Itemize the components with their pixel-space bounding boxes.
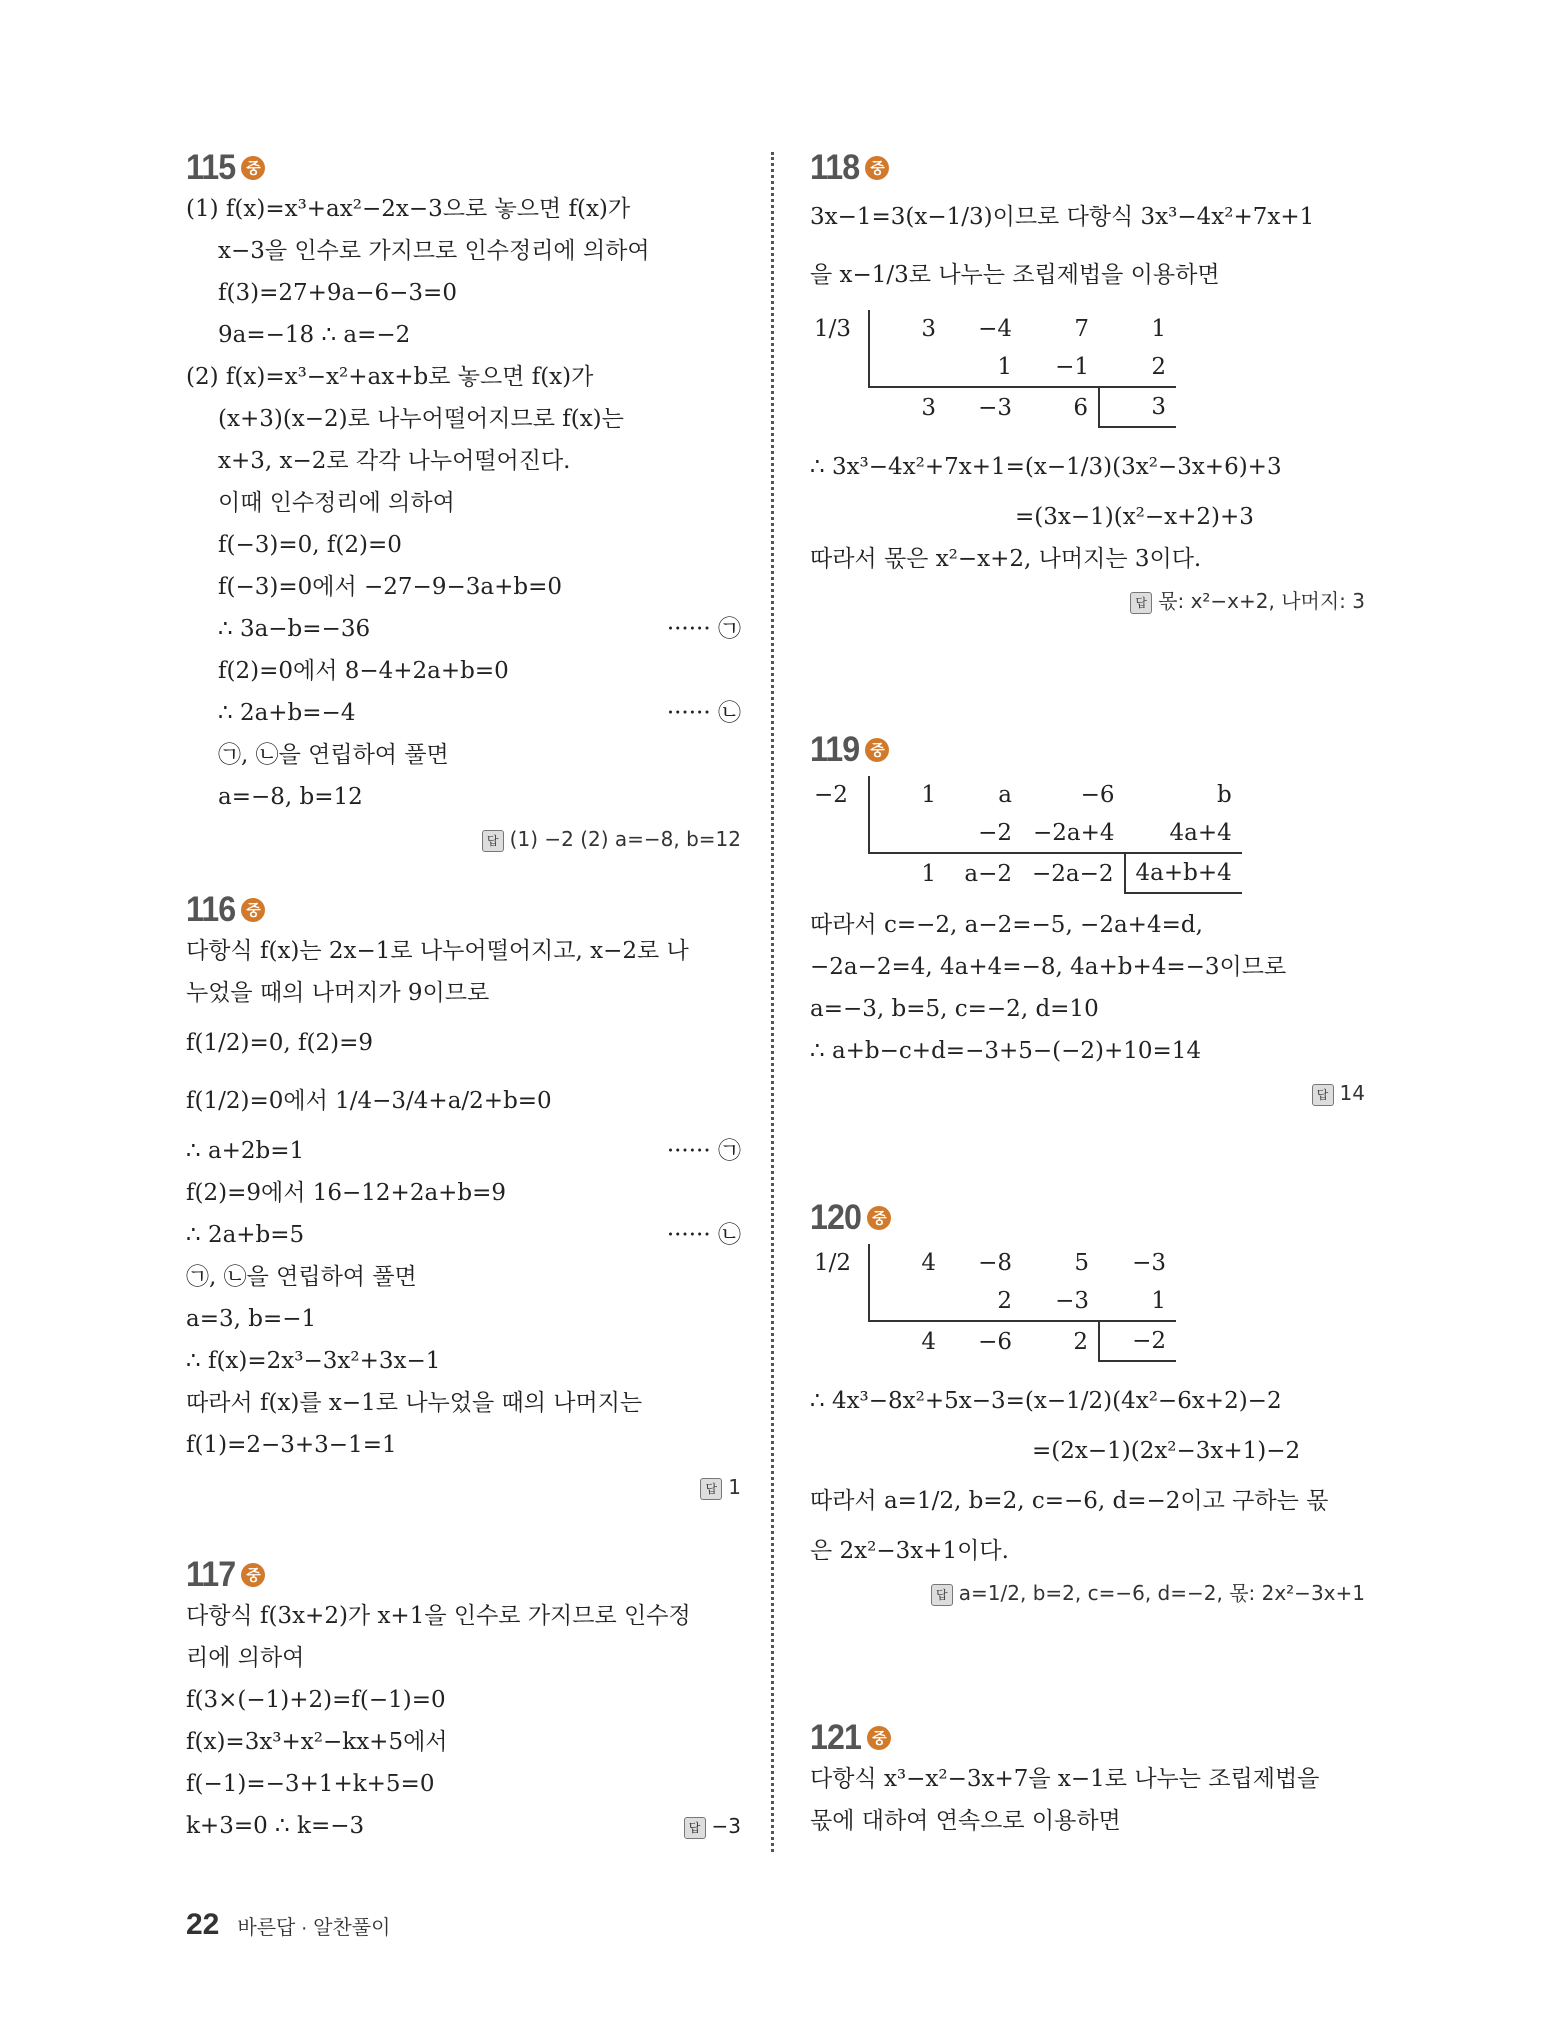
product-cell: 2 xyxy=(1151,354,1166,380)
solution-line: 따라서 몫은 x²−x+2, 나머지는 3이다. xyxy=(810,546,1202,572)
problem-number: 117 중 xyxy=(186,1555,741,1595)
book-title: 바른답 · 알찬풀이 xyxy=(237,1917,391,1939)
answer: 답 (1) −2 (2) a=−8, b=12 xyxy=(186,818,741,860)
page-number: 22 xyxy=(186,1908,220,1941)
solution-line: 3x−1=3(x−1/3)이므로 다항식 3x³−4x²+7x+1 xyxy=(810,204,1315,230)
synthetic-division-table xyxy=(810,1244,1176,1362)
answer-icon: 답 xyxy=(931,1584,953,1606)
answer-icon: 답 xyxy=(1312,1084,1334,1106)
solution-line: f(−3)=0, f(2)=0 xyxy=(218,532,402,558)
problem-number: 115 중 xyxy=(186,148,741,188)
level-badge-icon: 중 xyxy=(241,156,265,180)
product-cell xyxy=(869,814,946,853)
synthetic-division-table xyxy=(810,310,1176,428)
solution-line: 이때 인수정리에 의하여 xyxy=(218,490,455,516)
solution-line: a=−3, b=5, c=−2, d=10 xyxy=(810,996,1099,1022)
solution-line: x−3을 인수로 가지므로 인수정리에 의하여 xyxy=(218,238,650,264)
quotient-cell: a−2 xyxy=(946,853,1022,893)
solution-line: f(3×(−1)+2)=f(−1)=0 xyxy=(186,1687,446,1713)
problem-number: 119 중 xyxy=(810,730,1365,770)
solution-line: f(2)=9에서 16−12+2a+b=9 xyxy=(186,1180,507,1206)
divisor: 1/2 xyxy=(814,1250,852,1276)
product-cell: 2 xyxy=(997,1288,1012,1314)
solution-line: f(x)=3x³+x²−kx+5에서 xyxy=(186,1729,448,1755)
level-badge-icon: 중 xyxy=(241,1563,265,1587)
solution-line: (1) f(x)=x³+ax²−2x−3으로 놓으면 f(x)가 xyxy=(186,196,631,222)
level-badge-icon: 중 xyxy=(867,1726,891,1750)
equation-tag: ······ ㉠ xyxy=(666,1138,741,1164)
answer-icon: 답 xyxy=(700,1478,722,1500)
level-badge-icon: 중 xyxy=(241,898,265,922)
solution-line: −2a−2=4, 4a+4=−8, 4a+b+4=−3이므로 xyxy=(810,954,1287,980)
problem-116 xyxy=(186,890,741,1508)
coefficient-cell: −8 xyxy=(978,1250,1012,1276)
solution-line: ㉠, ㉡을 연립하여 풀면 xyxy=(218,742,449,768)
divisor: 1/3 xyxy=(814,316,852,342)
coefficient-cell: 4 xyxy=(869,1244,946,1282)
remainder-cell: 3 xyxy=(1099,387,1176,427)
solution-line: 따라서 a=1/2, b=2, c=−6, d=−2이고 구하는 몫 xyxy=(810,1488,1329,1514)
level-badge-icon: 중 xyxy=(865,738,889,762)
equation-tag: ······ ㉡ xyxy=(666,1222,741,1248)
solution-line: f(1/2)=0, f(2)=9 xyxy=(186,1030,373,1056)
problem-118 xyxy=(810,148,1365,622)
answer-icon: 답 xyxy=(684,1817,706,1839)
solution-line: =(2x−1)(2x²−3x+1)−2 xyxy=(1032,1438,1301,1464)
solution-line: 몫에 대하여 연속으로 이용하면 xyxy=(810,1808,1121,1834)
coefficient-cell: −6 xyxy=(1080,782,1115,808)
coefficient-cell: 7 xyxy=(1074,316,1089,342)
quotient-cell: −6 xyxy=(946,1321,1022,1361)
solution-line: k+3=0 ∴ k=−3 답 −3 xyxy=(186,1805,741,1847)
level-badge-icon: 중 xyxy=(865,156,889,180)
solution-line: =(3x−1)(x²−x+2)+3 xyxy=(1015,504,1254,530)
solution-line: ∴ 3a−b=−36 ······ ㉠ xyxy=(186,608,741,650)
problem-number: 120 중 xyxy=(810,1198,1365,1238)
problem-number: 121 중 xyxy=(810,1718,1365,1758)
solution-line: ∴ 4x³−8x²+5x−3=(x−1/2)(4x²−6x+2)−2 xyxy=(810,1388,1282,1414)
column-divider xyxy=(771,152,774,1852)
solution-line: 따라서 f(x)를 x−1로 나누었을 때의 나머지는 xyxy=(186,1390,643,1416)
answer: 답 −3 xyxy=(684,1805,741,1847)
solution-line: 다항식 f(3x+2)가 x+1을 인수로 가지므로 인수정 xyxy=(186,1603,691,1629)
solution-line: f(3)=27+9a−6−3=0 xyxy=(218,280,457,306)
solution-line: ∴ 2a+b=−4 ······ ㉡ xyxy=(186,692,741,734)
synthetic-division-table xyxy=(810,776,1242,894)
answer: 답 1 xyxy=(186,1466,741,1508)
product-cell: −3 xyxy=(1055,1288,1089,1314)
solution-line: 9a=−18 ∴ a=−2 xyxy=(218,322,411,348)
solution-line: ∴ 2a+b=5 ······ ㉡ xyxy=(186,1214,741,1256)
product-cell: −1 xyxy=(1055,354,1089,380)
quotient-cell: 6 xyxy=(1022,387,1099,427)
product-cell xyxy=(869,348,946,387)
coefficient-cell: −3 xyxy=(1132,1250,1166,1276)
problem-115 xyxy=(186,148,741,860)
answer: 답 몫: x²−x+2, 나머지: 3 xyxy=(810,580,1365,622)
solution-line: 을 x−1/3로 나누는 조립제법을 이용하면 xyxy=(810,262,1220,288)
solution-line: 다항식 f(x)는 2x−1로 나누어떨어지고, x−2로 나 xyxy=(186,938,689,964)
coefficient-cell: 5 xyxy=(1074,1250,1089,1276)
coefficient-cell: 1 xyxy=(869,776,946,814)
solution-line: (2) f(x)=x³−x²+ax+b로 놓으면 f(x)가 xyxy=(186,364,594,390)
solution-line: f(2)=0에서 8−4+2a+b=0 xyxy=(218,658,509,684)
answer: 답 14 xyxy=(810,1072,1365,1114)
problem-121 xyxy=(810,1718,1365,1842)
solution-line: f(−1)=−3+1+k+5=0 xyxy=(186,1771,435,1797)
product-cell: 1 xyxy=(997,354,1012,380)
solution-line: 은 2x²−3x+1이다. xyxy=(810,1538,1009,1564)
product-cell: −2a+4 xyxy=(1033,820,1115,846)
coefficient-cell: −4 xyxy=(978,316,1012,342)
equation-tag: ······ ㉡ xyxy=(666,700,741,726)
remainder-cell: 4a+b+4 xyxy=(1125,853,1242,893)
solution-line: a=−8, b=12 xyxy=(218,784,363,810)
answer-icon: 답 xyxy=(1130,592,1152,614)
answer: 답 a=1/2, b=2, c=−6, d=−2, 몫: 2x²−3x+1 xyxy=(810,1572,1365,1614)
problem-120 xyxy=(810,1198,1365,1614)
coefficient-cell: 1 xyxy=(1151,316,1166,342)
coefficient-cell: 3 xyxy=(869,310,946,348)
quotient-cell: 2 xyxy=(1022,1321,1099,1361)
page-footer xyxy=(186,1908,390,1942)
quotient-cell: −2a−2 xyxy=(1022,853,1125,893)
solution-line: 다항식 x³−x²−3x+7을 x−1로 나누는 조립제법을 xyxy=(810,1766,1320,1792)
solution-line: f(1)=2−3+3−1=1 xyxy=(186,1432,397,1458)
solution-line: ㉠, ㉡을 연립하여 풀면 xyxy=(186,1264,417,1290)
product-cell: 1 xyxy=(1151,1288,1166,1314)
solution-line: ∴ a+2b=1 ······ ㉠ xyxy=(186,1130,741,1172)
product-cell xyxy=(869,1282,946,1321)
quotient-cell: 3 xyxy=(869,387,946,427)
solution-line: 따라서 c=−2, a−2=−5, −2a+4=d, xyxy=(810,912,1203,938)
product-cell: 4a+4 xyxy=(1169,820,1232,846)
answer-icon: 답 xyxy=(482,830,504,852)
divisor: −2 xyxy=(814,782,848,808)
solution-line: ∴ a+b−c+d=−3+5−(−2)+10=14 xyxy=(810,1038,1202,1064)
remainder-cell: −2 xyxy=(1099,1321,1176,1361)
solution-line: 누었을 때의 나머지가 9이므로 xyxy=(186,980,490,1006)
coefficient-cell: a xyxy=(998,782,1012,808)
coefficient-cell: b xyxy=(1217,782,1232,808)
problem-117 xyxy=(186,1555,741,1847)
solution-line: (x+3)(x−2)로 나누어떨어지므로 f(x)는 xyxy=(218,406,624,432)
solution-line: ∴ 3x³−4x²+7x+1=(x−1/3)(3x²−3x+6)+3 xyxy=(810,454,1282,480)
problem-119 xyxy=(810,730,1365,1114)
solution-line: ∴ f(x)=2x³−3x²+3x−1 xyxy=(186,1348,441,1374)
solution-line: f(1/2)=0에서 1/4−3/4+a/2+b=0 xyxy=(186,1088,552,1114)
problem-number: 116 중 xyxy=(186,890,741,930)
quotient-cell: 1 xyxy=(869,853,946,893)
level-badge-icon: 중 xyxy=(867,1206,891,1230)
equation-tag: ······ ㉠ xyxy=(666,616,741,642)
solution-line: x+3, x−2로 각각 나누어떨어진다. xyxy=(218,448,571,474)
quotient-cell: −3 xyxy=(946,387,1022,427)
solution-line: a=3, b=−1 xyxy=(186,1306,317,1332)
quotient-cell: 4 xyxy=(869,1321,946,1361)
product-cell: −2 xyxy=(978,820,1012,846)
problem-number: 118 중 xyxy=(810,148,1365,188)
solution-line: f(−3)=0에서 −27−9−3a+b=0 xyxy=(218,574,562,600)
solution-line: 리에 의하여 xyxy=(186,1645,305,1671)
